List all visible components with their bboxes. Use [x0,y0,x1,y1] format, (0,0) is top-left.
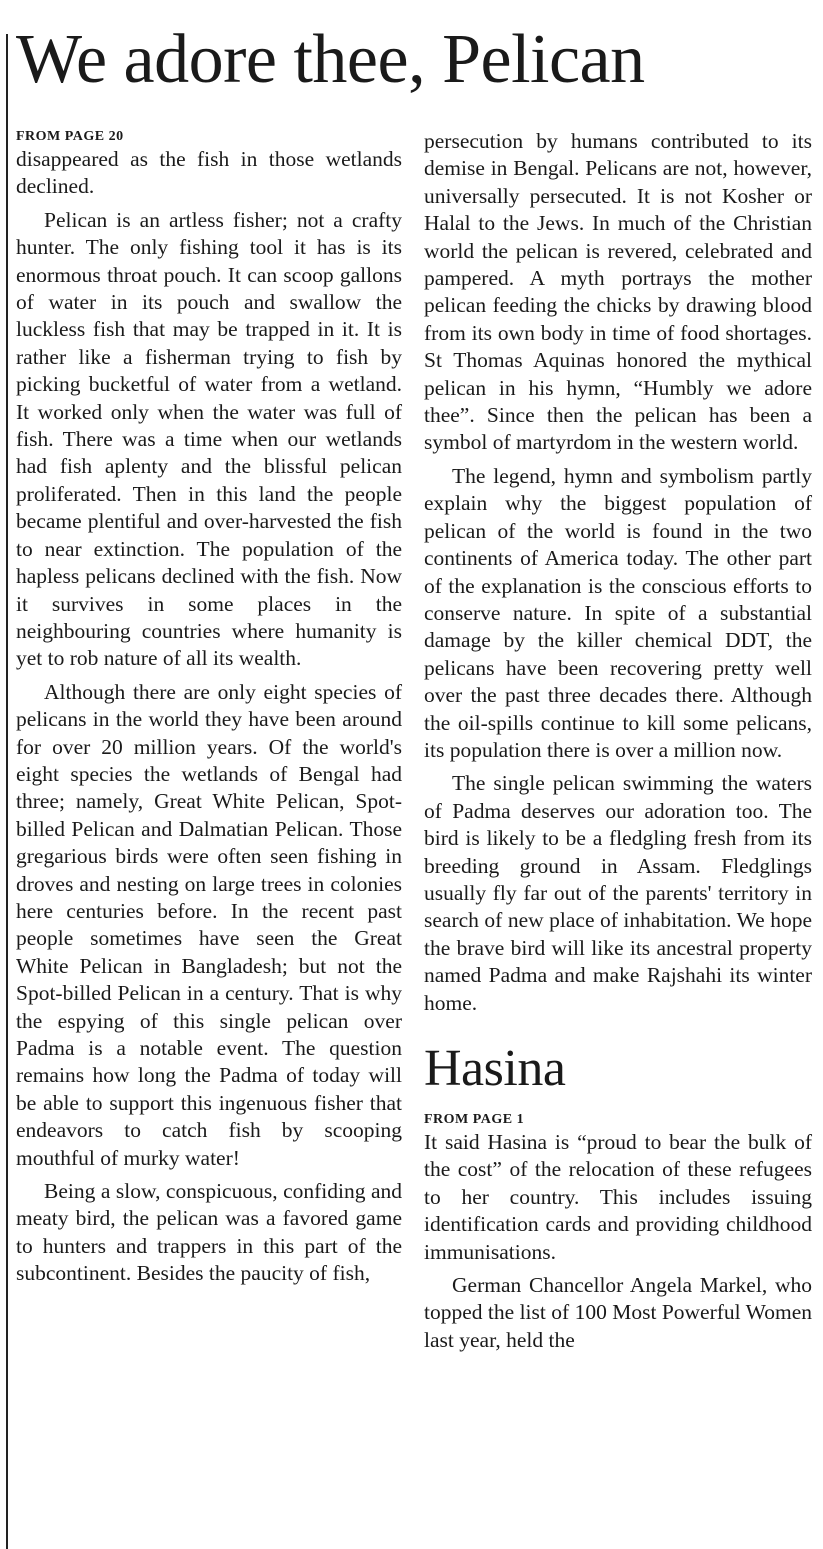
paragraph: disappeared as the fish in those wetlands declined. [16,147,402,199]
article-headline: We adore thee, Pelican [16,21,645,98]
jump-label: FROM PAGE 1 [424,1112,525,1127]
paragraph: Although there are only eight species of pelicans in the world they have been around for over 20 million years. Of the world's eight species the wetlands of Bengal had three; namely, Great White Pelican, Spot-billed Pelican and Dalmatian Pelican. Those gregarious birds were often seen fishing in droves and nesting on large trees in colonies here centuries before. In the recent past people sometimes have seen the Great White Pelican in Bangladesh; but not the Spot-billed Pelican in a century. That is why the espying of this single pelican over Padma is a notable event. The question remains how long the Padma of today will be able to support this ingenuous fisher that endeavors to catch fish by scooping mouthful of murky water! [16,679,402,1170]
right-column [424,128,812,1354]
paragraph: Pelican is an artless fisher; not a crafty hunter. The only fishing tool it has is its enormous throat pouch. It can scoop gallons of water in its pouch and swallow the luckless fish that may be trapped in it. It is rather like a fisherman trying to fish by picking bucketful of water from a wetland. It worked only when the water was full of fish. There was a time when our wetlands had fish aplenty and the blissful pelican proliferated. Then in this land the people became plentiful and over-harvested the fish to near extinction. The population of the hapless pelicans declined with the fish. Now it survives in some places in the neighbouring countries where humanity is yet to rob nature of all its wealth. [16,207,402,671]
column-rule [6,34,8,1549]
second-article-headline: Hasina [424,1040,566,1097]
paragraph: It said Hasina is “proud to bear the bulk of the cost” of the relocation of these refugees to her country. This includes issuing identification cards and providing childhood immunisations. [424,1130,812,1264]
paragraph: German Chancellor Angela Markel, who topped the list of 100 Most Powerful Women last year, held the [424,1273,812,1352]
paragraph: The single pelican swimming the waters of Padma deserves our adoration too. The bird is likely to be a fledgling fresh from its breeding ground in Assam. Fledglings usually fly far out of the parents' territory in search of new place of inhabitation. We hope the brave bird will like its ancestral property named Padma and make Rajshahi its winter home. [424,771,812,1015]
paragraph: The legend, hymn and symbolism partly explain why the biggest population of pelican of the world is found in the two continents of America today. The other part of the explanation is the conscious efforts to conserve nature. In spite of a substantial damage by the killer chemical DDT, the pelicans have been recovering pretty well over the past three decades there. Although the oil-spills continue to kill some pelicans, its population there is over a million now. [424,463,812,762]
left-column [16,128,402,1288]
jump-label: FROM PAGE 20 [16,129,124,144]
paragraph: Being a slow, conspicuous, confiding and meaty bird, the pelican was a favored game to hunters and trappers in this part of the subcontinent. Besides the paucity of fish, [16,1179,402,1286]
paragraph: persecution by humans contributed to its demise in Bengal. Pelicans are not, however, universally persecuted. It is not Kosher or Halal to the Jews. In much of the Christian world the pelican is revered, celebrated and pampered. A myth portrays the mother pelican feeding the chicks by drawing blood from its own body in time of food shortages. St Thomas Aquinas honored the mythical pelican in his hymn, “Humbly we adore thee”. Since then the pelican has been a symbol of martyrdom in the western world. [424,129,812,455]
